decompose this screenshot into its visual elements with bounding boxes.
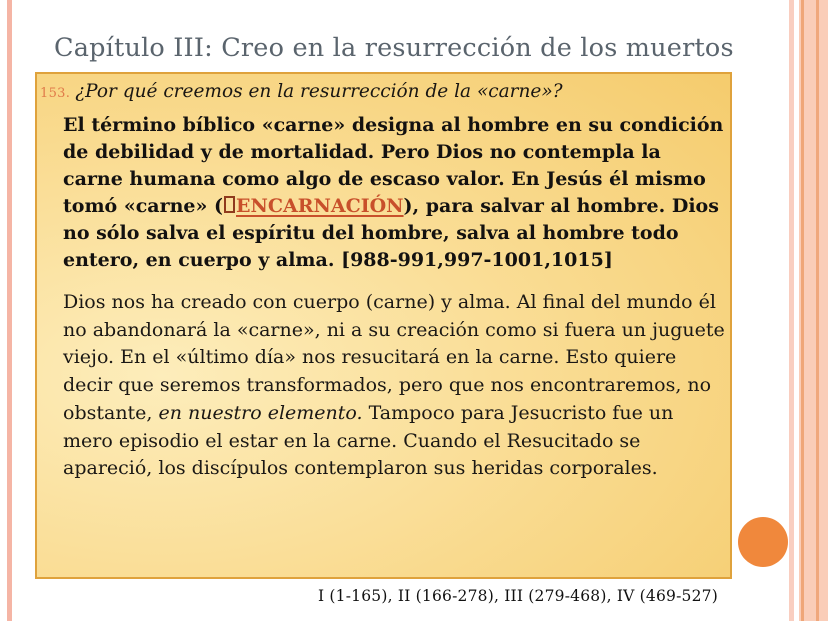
commentary-italic-phrase: en nuestro elemento. [158,401,363,424]
accent-circle [738,517,788,567]
commentary-text-after-italic: Tampoco para Jesucristo fue un mero episodio el estar en la carne. Cuando el Resucitado se apareció, los discípulos contemplaron sus heridas corporales. [63,401,674,480]
commentary-paragraph [63,289,726,483]
question-text: ¿Por qué creemos en la resurrección de la «carne»? [75,81,563,102]
page-title: Capítulo III: Creo en la resurrección de los muertos [54,33,734,63]
question-row [37,74,730,103]
footer-reference: I (1-165), II (166-278), III (279-468), IV (469-527) [317,587,718,605]
answer-paragraph [63,112,726,274]
right-accent-stripe-dark-2 [816,0,819,621]
missing-glyph-box-icon [224,196,235,213]
left-accent-stripe [7,0,12,621]
commentary-text-before-italic: Dios nos ha creado con cuerpo (carne) y alma. Al final del mundo él no abandonará la «carne», ni a su creación como si fuera un juguete viejo. En el «último día» nos resucitará en la carne. Esto quiere decir que seremos transformados, pero que nos encontraremos, no obstante, [63,290,725,424]
encarnacion-link[interactable] [223,195,404,217]
question-number: 153. [40,86,71,101]
question-box [35,72,732,579]
right-accent-stripe-dark-1 [801,0,804,621]
answer-text-after-link: ), para salvar al hombre. Dios no sólo salva el espíritu del hombre, salva al hombre todo entero, en cuerpo y alma. [988-991,997-1001,1015] [63,195,719,271]
answer-text-before-link: El término bíblico «carne» designa al hombre en su condición de debilidad y de mortalidad. Pero Dios no contempla la carne humana como algo de escaso valor. En Jesús él mismo tomó «carne» ( [63,114,724,218]
right-accent-stripe-thin [789,0,794,621]
encarnacion-link-label: ENCARNACIÓN [236,195,404,218]
